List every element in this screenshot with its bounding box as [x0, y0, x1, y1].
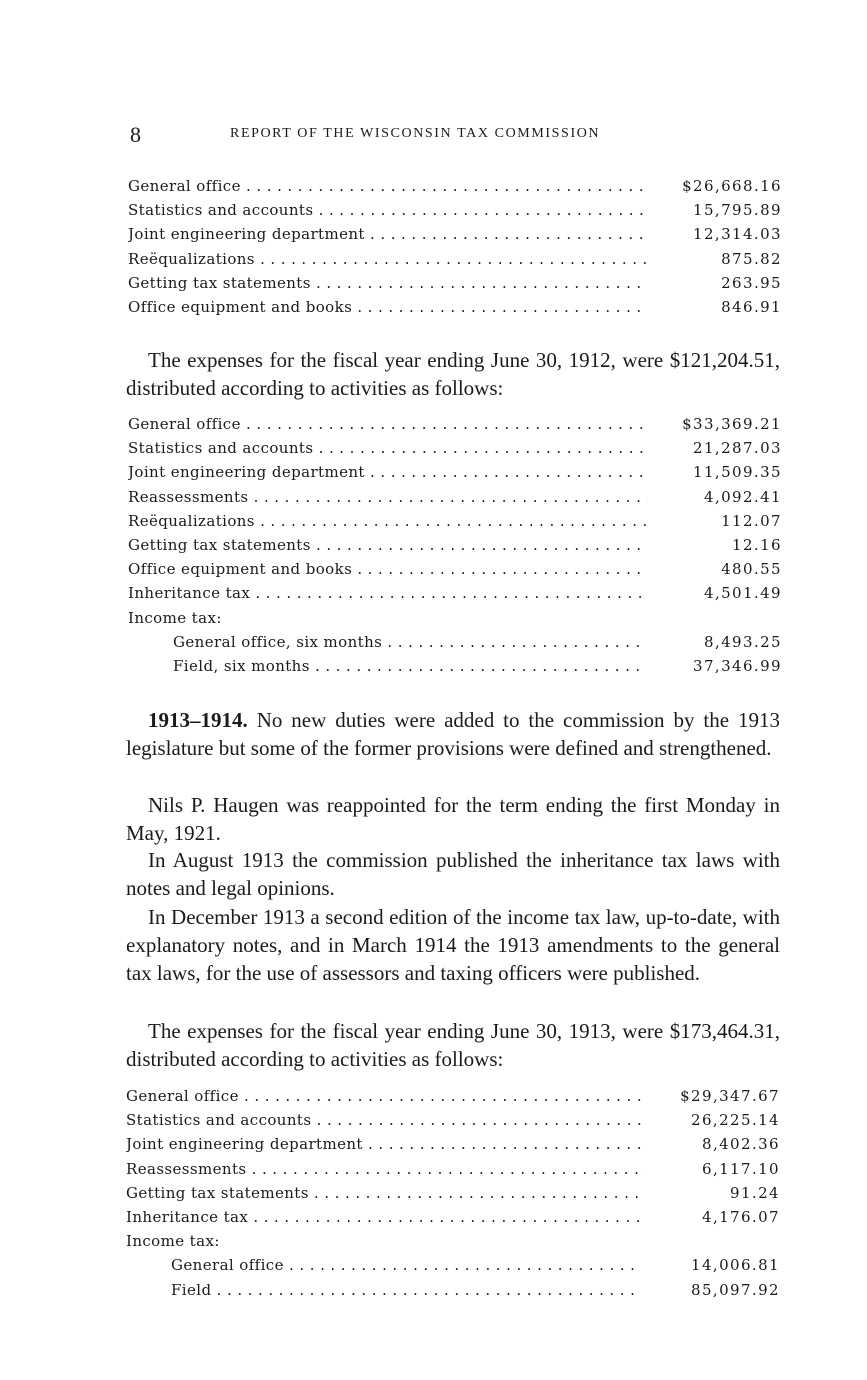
row-label: General office . . .	[128, 415, 648, 433]
row-amount: 8,493.25	[704, 632, 782, 651]
row-amount: 91.24	[730, 1183, 780, 1202]
table-row	[128, 225, 782, 249]
row-label: Inheritance tax . . .	[128, 584, 648, 602]
section-year: 1913–1914.	[148, 708, 248, 732]
row-label: General office . . .	[171, 1256, 641, 1274]
table-row	[128, 512, 782, 536]
row-amount: $26,668.16	[682, 177, 782, 195]
row-label: Getting tax statements . . .	[128, 536, 648, 554]
row-label: Income tax:	[128, 608, 222, 627]
table-row	[128, 274, 782, 298]
table-row	[128, 250, 782, 274]
table-row	[128, 177, 782, 201]
row-amount: $33,369.21	[682, 415, 782, 433]
row-label: Joint engineering department . . .	[128, 463, 648, 481]
table-row-group-heading	[128, 609, 782, 633]
row-label: Inheritance tax . . .	[126, 1208, 646, 1226]
row-label: Joint engineering department . . .	[128, 225, 648, 243]
row-label: Reëqualizations . . .	[128, 250, 648, 268]
table-row	[126, 1111, 780, 1135]
paragraph-haugen: Nils P. Haugen was reappointed for the term ending the first Monday in May, 1921.	[126, 793, 780, 845]
row-label: General office, six months . . .	[173, 633, 643, 651]
table-row	[128, 633, 782, 657]
row-label: Office equipment and books . . .	[128, 298, 648, 316]
row-amount: 12.16	[732, 535, 782, 554]
row-amount: 875.82	[721, 249, 782, 268]
table-row	[126, 1087, 780, 1111]
row-label: Getting tax statements . . .	[128, 274, 648, 292]
row-label: Reassessments . . .	[128, 488, 648, 506]
row-amount: 112.07	[721, 511, 782, 530]
row-amount: 263.95	[721, 273, 782, 292]
row-label: Joint engineering department . . .	[126, 1135, 646, 1153]
table-row	[128, 439, 782, 463]
table-row	[128, 298, 782, 322]
row-amount: 6,117.10	[702, 1159, 780, 1178]
row-label: Statistics and accounts . . .	[126, 1111, 646, 1129]
table-row	[128, 560, 782, 584]
row-label: Statistics and accounts . . .	[128, 201, 648, 219]
row-amount: 11,509.35	[693, 463, 782, 482]
expense-table-2	[128, 415, 782, 681]
row-amount: 846.91	[721, 297, 782, 316]
expense-table-1	[128, 177, 782, 322]
table-row	[126, 1256, 780, 1280]
paragraph-expenses-1912: The expenses for the fiscal year ending June 30, 1912, were $121,204.51, distributed according to activities as follows:	[126, 348, 780, 400]
row-amount: 15,795.89	[693, 201, 782, 220]
row-amount: 85,097.92	[691, 1280, 780, 1299]
expense-table-3	[126, 1087, 780, 1305]
row-amount: 8,402.36	[702, 1135, 780, 1154]
table-row	[128, 584, 782, 608]
row-amount: 37,346.99	[693, 656, 782, 675]
section-text: No new duties were added to the commission by the 1913 legislature but some of the former provisions were defined and strengthened.	[126, 708, 781, 760]
row-amount: 21,287.03	[693, 439, 782, 458]
row-amount: 26,225.14	[691, 1111, 780, 1130]
table-row	[128, 415, 782, 439]
row-label: Income tax:	[126, 1232, 220, 1251]
row-label: Reëqualizations . . .	[128, 512, 648, 530]
table-row	[128, 657, 782, 681]
row-label: Office equipment and books . . .	[128, 560, 648, 578]
table-row	[126, 1135, 780, 1159]
row-amount: $29,347.67	[680, 1087, 780, 1105]
table-row	[128, 201, 782, 225]
table-row	[126, 1160, 780, 1184]
row-amount: 480.55	[721, 560, 782, 579]
paragraph-expenses-1913: The expenses for the fiscal year ending June 30, 1913, were $173,464.31, distributed according to activities as follows:	[126, 1019, 780, 1071]
row-amount: 4,176.07	[702, 1207, 780, 1226]
row-label: General office . . .	[126, 1087, 646, 1105]
running-head: REPORT OF THE WISCONSIN TAX COMMISSION	[230, 126, 601, 141]
row-label: Reassessments . . .	[126, 1160, 646, 1178]
table-row	[128, 536, 782, 560]
row-label: Field . . .	[171, 1281, 641, 1299]
row-label: Field, six months . . .	[173, 657, 643, 675]
page-header	[130, 122, 782, 152]
table-row	[126, 1184, 780, 1208]
paragraph-december-1913: In December 1913 a second edition of the income tax law, up-to-date, with explanatory notes, and in March 1914 the 1913 amendments to the general tax laws, for the use of assessors and taxing officers were published.	[126, 905, 780, 985]
table-row	[126, 1281, 780, 1305]
row-label: Statistics and accounts . . .	[128, 439, 648, 457]
table-row	[128, 463, 782, 487]
table-row-group-heading	[126, 1232, 780, 1256]
row-amount: 12,314.03	[693, 225, 782, 244]
page-number: 8	[130, 122, 141, 147]
paragraph-august-1913: In August 1913 the commission published the inheritance tax laws with notes and legal opinions.	[126, 848, 780, 900]
row-amount: 4,501.49	[704, 584, 782, 603]
row-amount: 14,006.81	[691, 1256, 780, 1275]
table-row	[128, 488, 782, 512]
paragraph-1913-1914	[126, 706, 780, 762]
row-amount: 4,092.41	[704, 487, 782, 506]
table-row	[126, 1208, 780, 1232]
row-label: General office . . .	[128, 177, 648, 195]
row-label: Getting tax statements . . .	[126, 1184, 646, 1202]
